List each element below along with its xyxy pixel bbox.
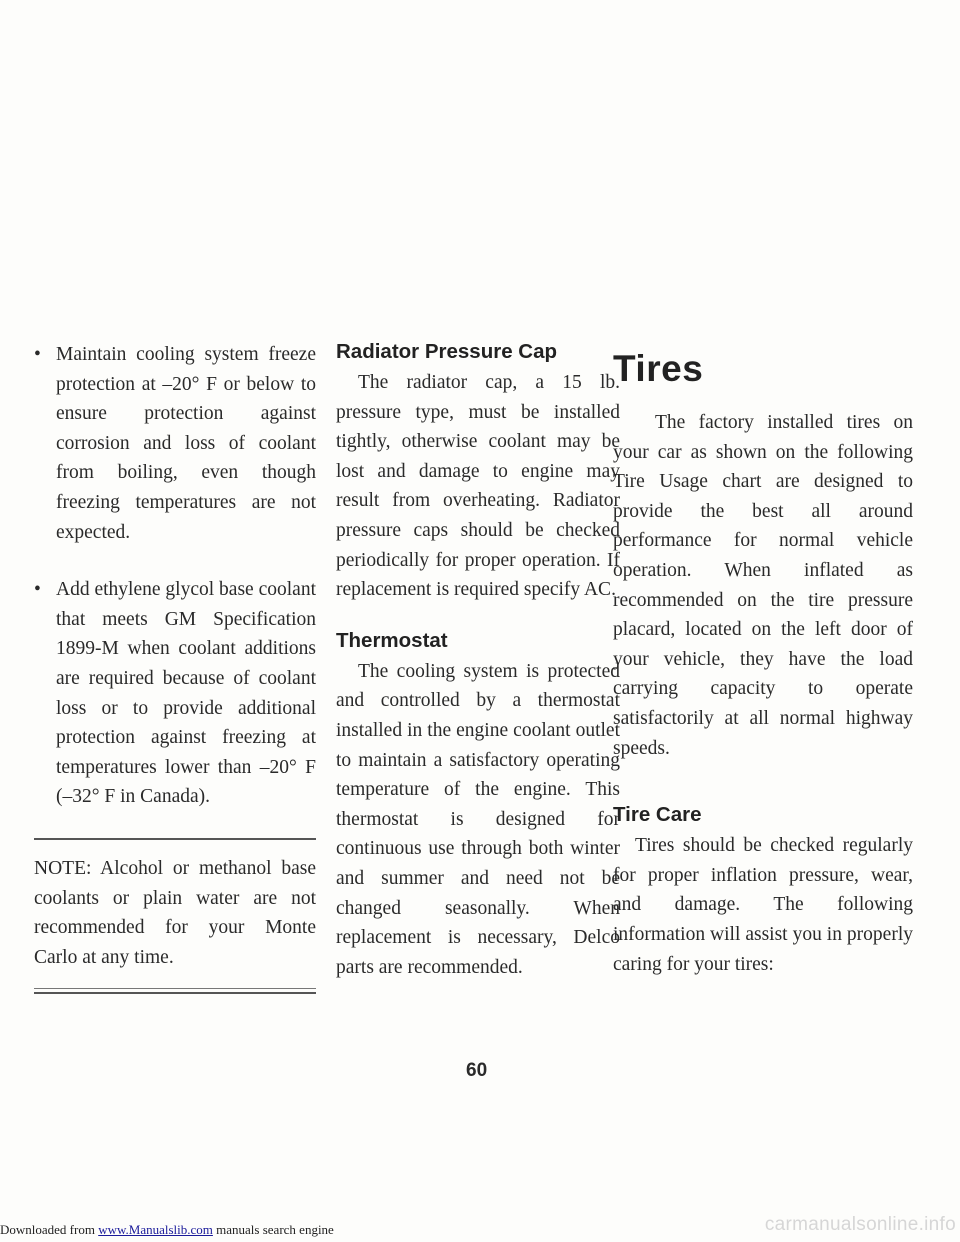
footer-prefix: Downloaded from [0, 1222, 99, 1237]
bullet-text: Add ethylene glycol base coolant that meets GM Specification 1899-M when coolant additions are required because of coolant loss or to provide additional protection against freezing at temperatures lower than –20° F (–32° F in Canada). [56, 579, 316, 808]
bullet-ethylene-glycol [34, 575, 316, 812]
footer-suffix: manuals search engine [212, 1222, 334, 1237]
bullet-text: Maintain cooling system freeze protection at –20° F or below to ensure protection against corrosion and loss of coolant from boiling, even though freezing temperatures are not expected. [56, 344, 316, 543]
radiator-heading: Radiator Pressure Cap [336, 340, 558, 363]
note-bottom-rule [34, 988, 316, 989]
download-footer [0, 1222, 334, 1238]
manualslib-link[interactable]: www.Manualslib.com [98, 1222, 213, 1237]
middle-column [336, 340, 620, 982]
thermostat-heading: Thermostat [336, 628, 448, 652]
thermostat-text: The cooling system is protected and controlled by a thermostat installed in the engine coolant outlet to maintain a satisfactory operating temperature of the engine. This thermostat is designed for continuous use through both winter and summer and need not be changed seasonally. When replacement is necessary, Delco parts are recommended. [336, 660, 620, 978]
note-text: NOTE: Alcohol or methanol base coolants or plain water are not recommended for your Monte Carlo at any time. [34, 857, 316, 968]
tires-intro: The factory installed tires on your car as shown on the following Tire Usage chart are designed to provide the best all around performance for normal vehicle operation. When inflated as recommended on the tire pressure placard, located on the left door of your vehicle, they have the load carrying capacity to operate satisfactorily at all normal highway speeds. [613, 412, 913, 759]
radiator-text: The radiator cap, a 15 lb. pressure type, must be installed tightly, otherwise coolant may be lost and damage to engine may result from overheating. Radiator pressure caps should be checked periodically for proper operation. If replacement is required specify AC. [336, 372, 620, 601]
bullet-dot: • [34, 344, 41, 365]
note-top-rule [34, 838, 316, 840]
tire-care-heading: Tire Care [613, 803, 702, 827]
bullet-freeze-protection [34, 340, 316, 547]
note-bottom-rule-2 [34, 992, 316, 994]
left-column [34, 340, 316, 994]
note-box [34, 838, 316, 994]
page-number: 60 [466, 1060, 488, 1081]
watermark: carmanualsonline.info [764, 1214, 956, 1235]
tires-title: Tires [613, 348, 704, 389]
bullet-dot: • [34, 579, 41, 601]
tire-care-text: Tires should be checked regularly for proper inflation pressure, wear, and damage. The following information will assist you in properly caring for your tires: [613, 835, 913, 975]
right-column [613, 340, 913, 979]
